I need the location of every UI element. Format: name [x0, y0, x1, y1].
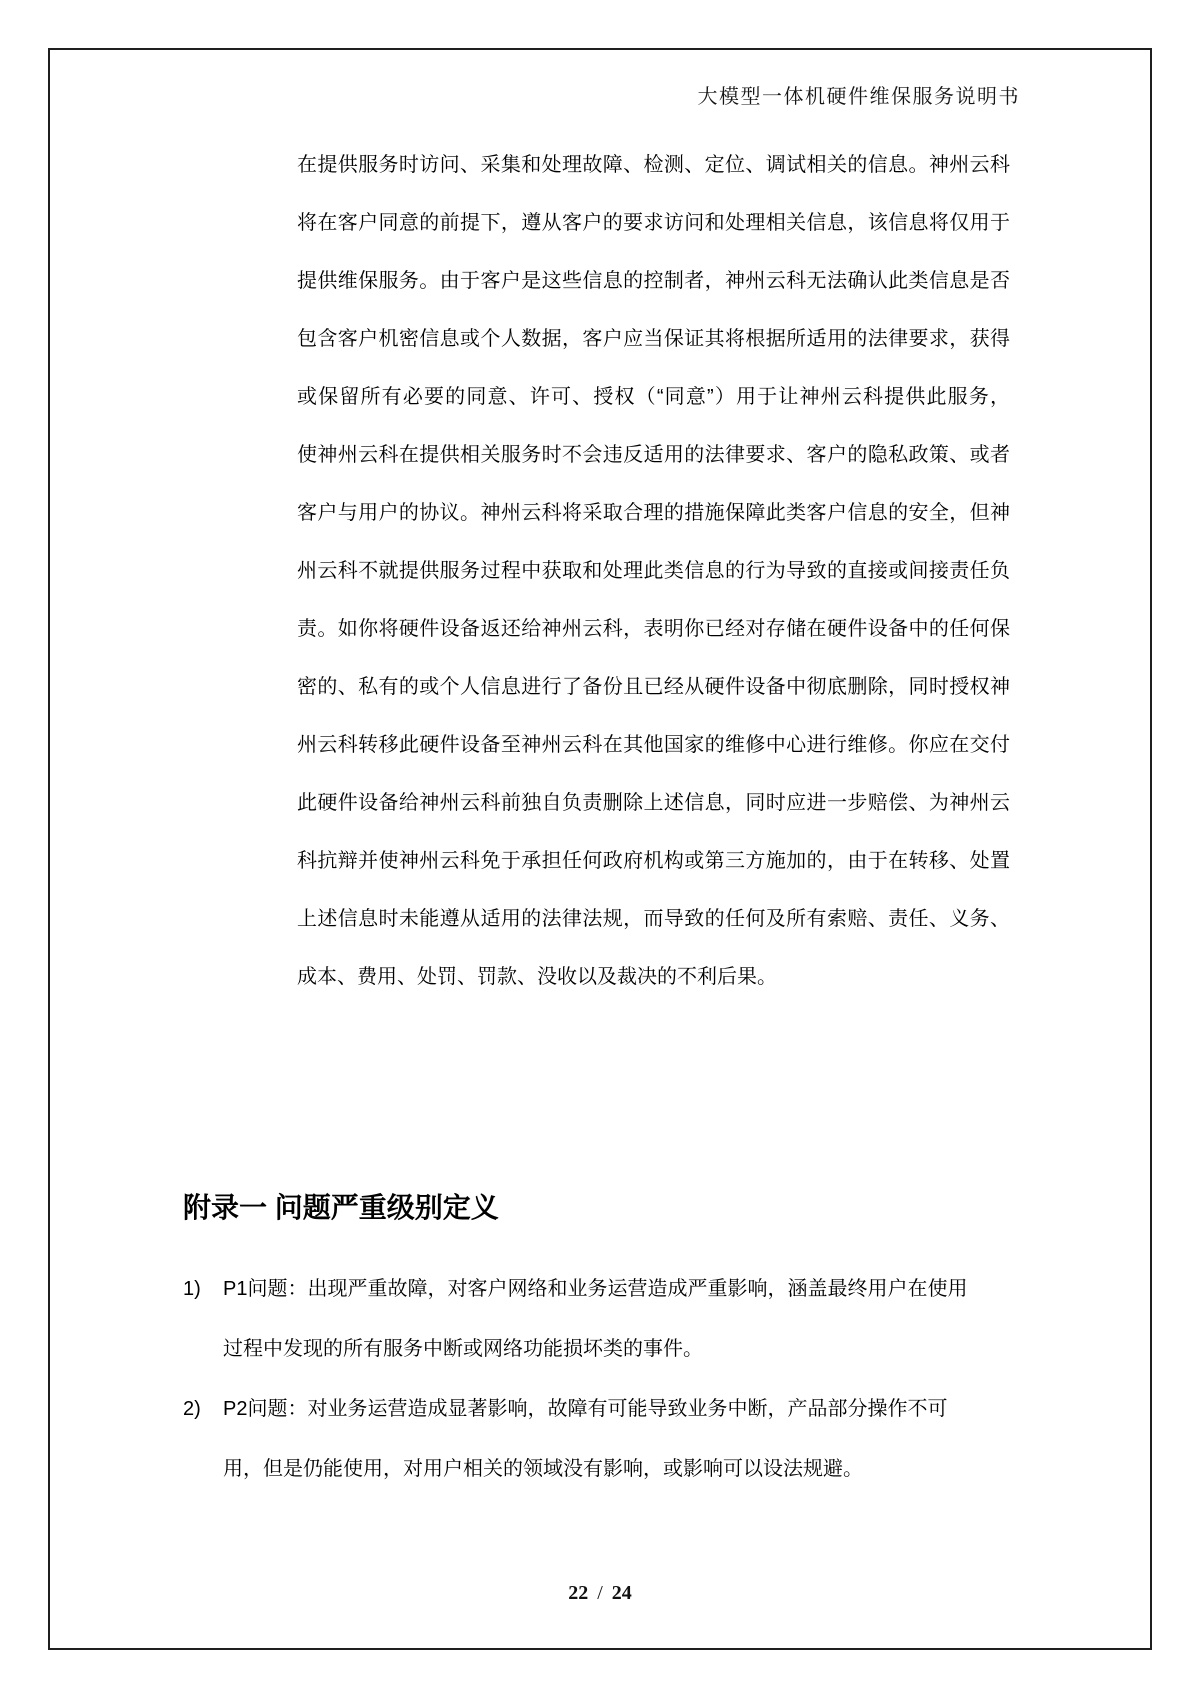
- total-page-number: 24: [611, 1582, 632, 1604]
- list-item-p1: [183, 1259, 1043, 1379]
- body-paragraph: [297, 136, 1010, 1006]
- paragraph-line: 将在客户同意的前提下，遵从客户的要求访问和处理相关信息，该信息将仅用于: [297, 212, 1010, 234]
- paragraph-line: 上述信息时未能遵从适用的法律法规，而导致的任何及所有索赔、责任、义务、: [297, 908, 1010, 930]
- list-item-line: 过程中发现的所有服务中断或网络功能损坏类的事件。: [223, 1338, 703, 1360]
- current-page-number: 22: [568, 1582, 589, 1604]
- list-item-p2: [183, 1379, 1043, 1499]
- paragraph-line: 提供维保服务。由于客户是这些信息的控制者，神州云科无法确认此类信息是否: [297, 270, 1010, 292]
- paragraph-line: 在提供服务时访问、采集和处理故障、检测、定位、调试相关的信息。神州云科: [297, 154, 1010, 176]
- paragraph-line: 科抗辩并使神州云科免于承担任何政府机构或第三方施加的，由于在转移、处置: [297, 850, 1010, 872]
- page-header-title: 大模型一体机硬件维保服务说明书: [697, 86, 1020, 108]
- paragraph-line: 州云科转移此硬件设备至神州云科在其他国家的维修中心进行维修。你应在交付: [297, 734, 1010, 756]
- appendix-heading: 附录一 问题严重级别定义: [183, 1192, 499, 1223]
- paragraph-line: 或保留所有必要的同意、许可、授权（“同意”）用于让神州云科提供此服务，: [297, 386, 1010, 408]
- severity-definition-list: [183, 1259, 1043, 1499]
- paragraph-line: 使神州云科在提供相关服务时不会违反适用的法律要求、客户的隐私政策、或者: [297, 444, 1010, 466]
- list-item-text: [223, 1259, 1043, 1379]
- list-item-line: P1问题：出现严重故障，对客户网络和业务运营造成严重影响，涵盖最终用户在使用: [223, 1278, 968, 1300]
- list-item-text: [223, 1379, 1043, 1499]
- paragraph-line: 客户与用户的协议。神州云科将采取合理的措施保障此类客户信息的安全，但神: [297, 502, 1010, 524]
- paragraph-line: 包含客户机密信息或个人数据，客户应当保证其将根据所适用的法律要求，获得: [297, 328, 1010, 350]
- paragraph-line: 成本、费用、处罚、罚款、没收以及裁决的不利后果。: [297, 966, 777, 988]
- paragraph-line: 州云科不就提供服务过程中获取和处理此类信息的行为导致的直接或间接责任负: [297, 560, 1010, 582]
- page-footer: [0, 1582, 1200, 1605]
- page-number-separator: /: [597, 1582, 603, 1604]
- paragraph-line: 此硬件设备给神州云科前独自负责删除上述信息，同时应进一步赔偿、为神州云: [297, 792, 1010, 814]
- paragraph-line: 密的、私有的或个人信息进行了备份且已经从硬件设备中彻底删除，同时授权神: [297, 676, 1010, 698]
- list-item-line: 用，但是仍能使用，对用户相关的领域没有影响，或影响可以设法规避。: [223, 1458, 863, 1480]
- paragraph-line: 责。如你将硬件设备返还给神州云科，表明你已经对存储在硬件设备中的任何保: [297, 618, 1010, 640]
- list-item-line: P2问题：对业务运营造成显著影响，故障有可能导致业务中断，产品部分操作不可: [223, 1398, 948, 1420]
- list-item-marker: 1): [183, 1278, 201, 1300]
- list-item-marker: 2): [183, 1398, 201, 1420]
